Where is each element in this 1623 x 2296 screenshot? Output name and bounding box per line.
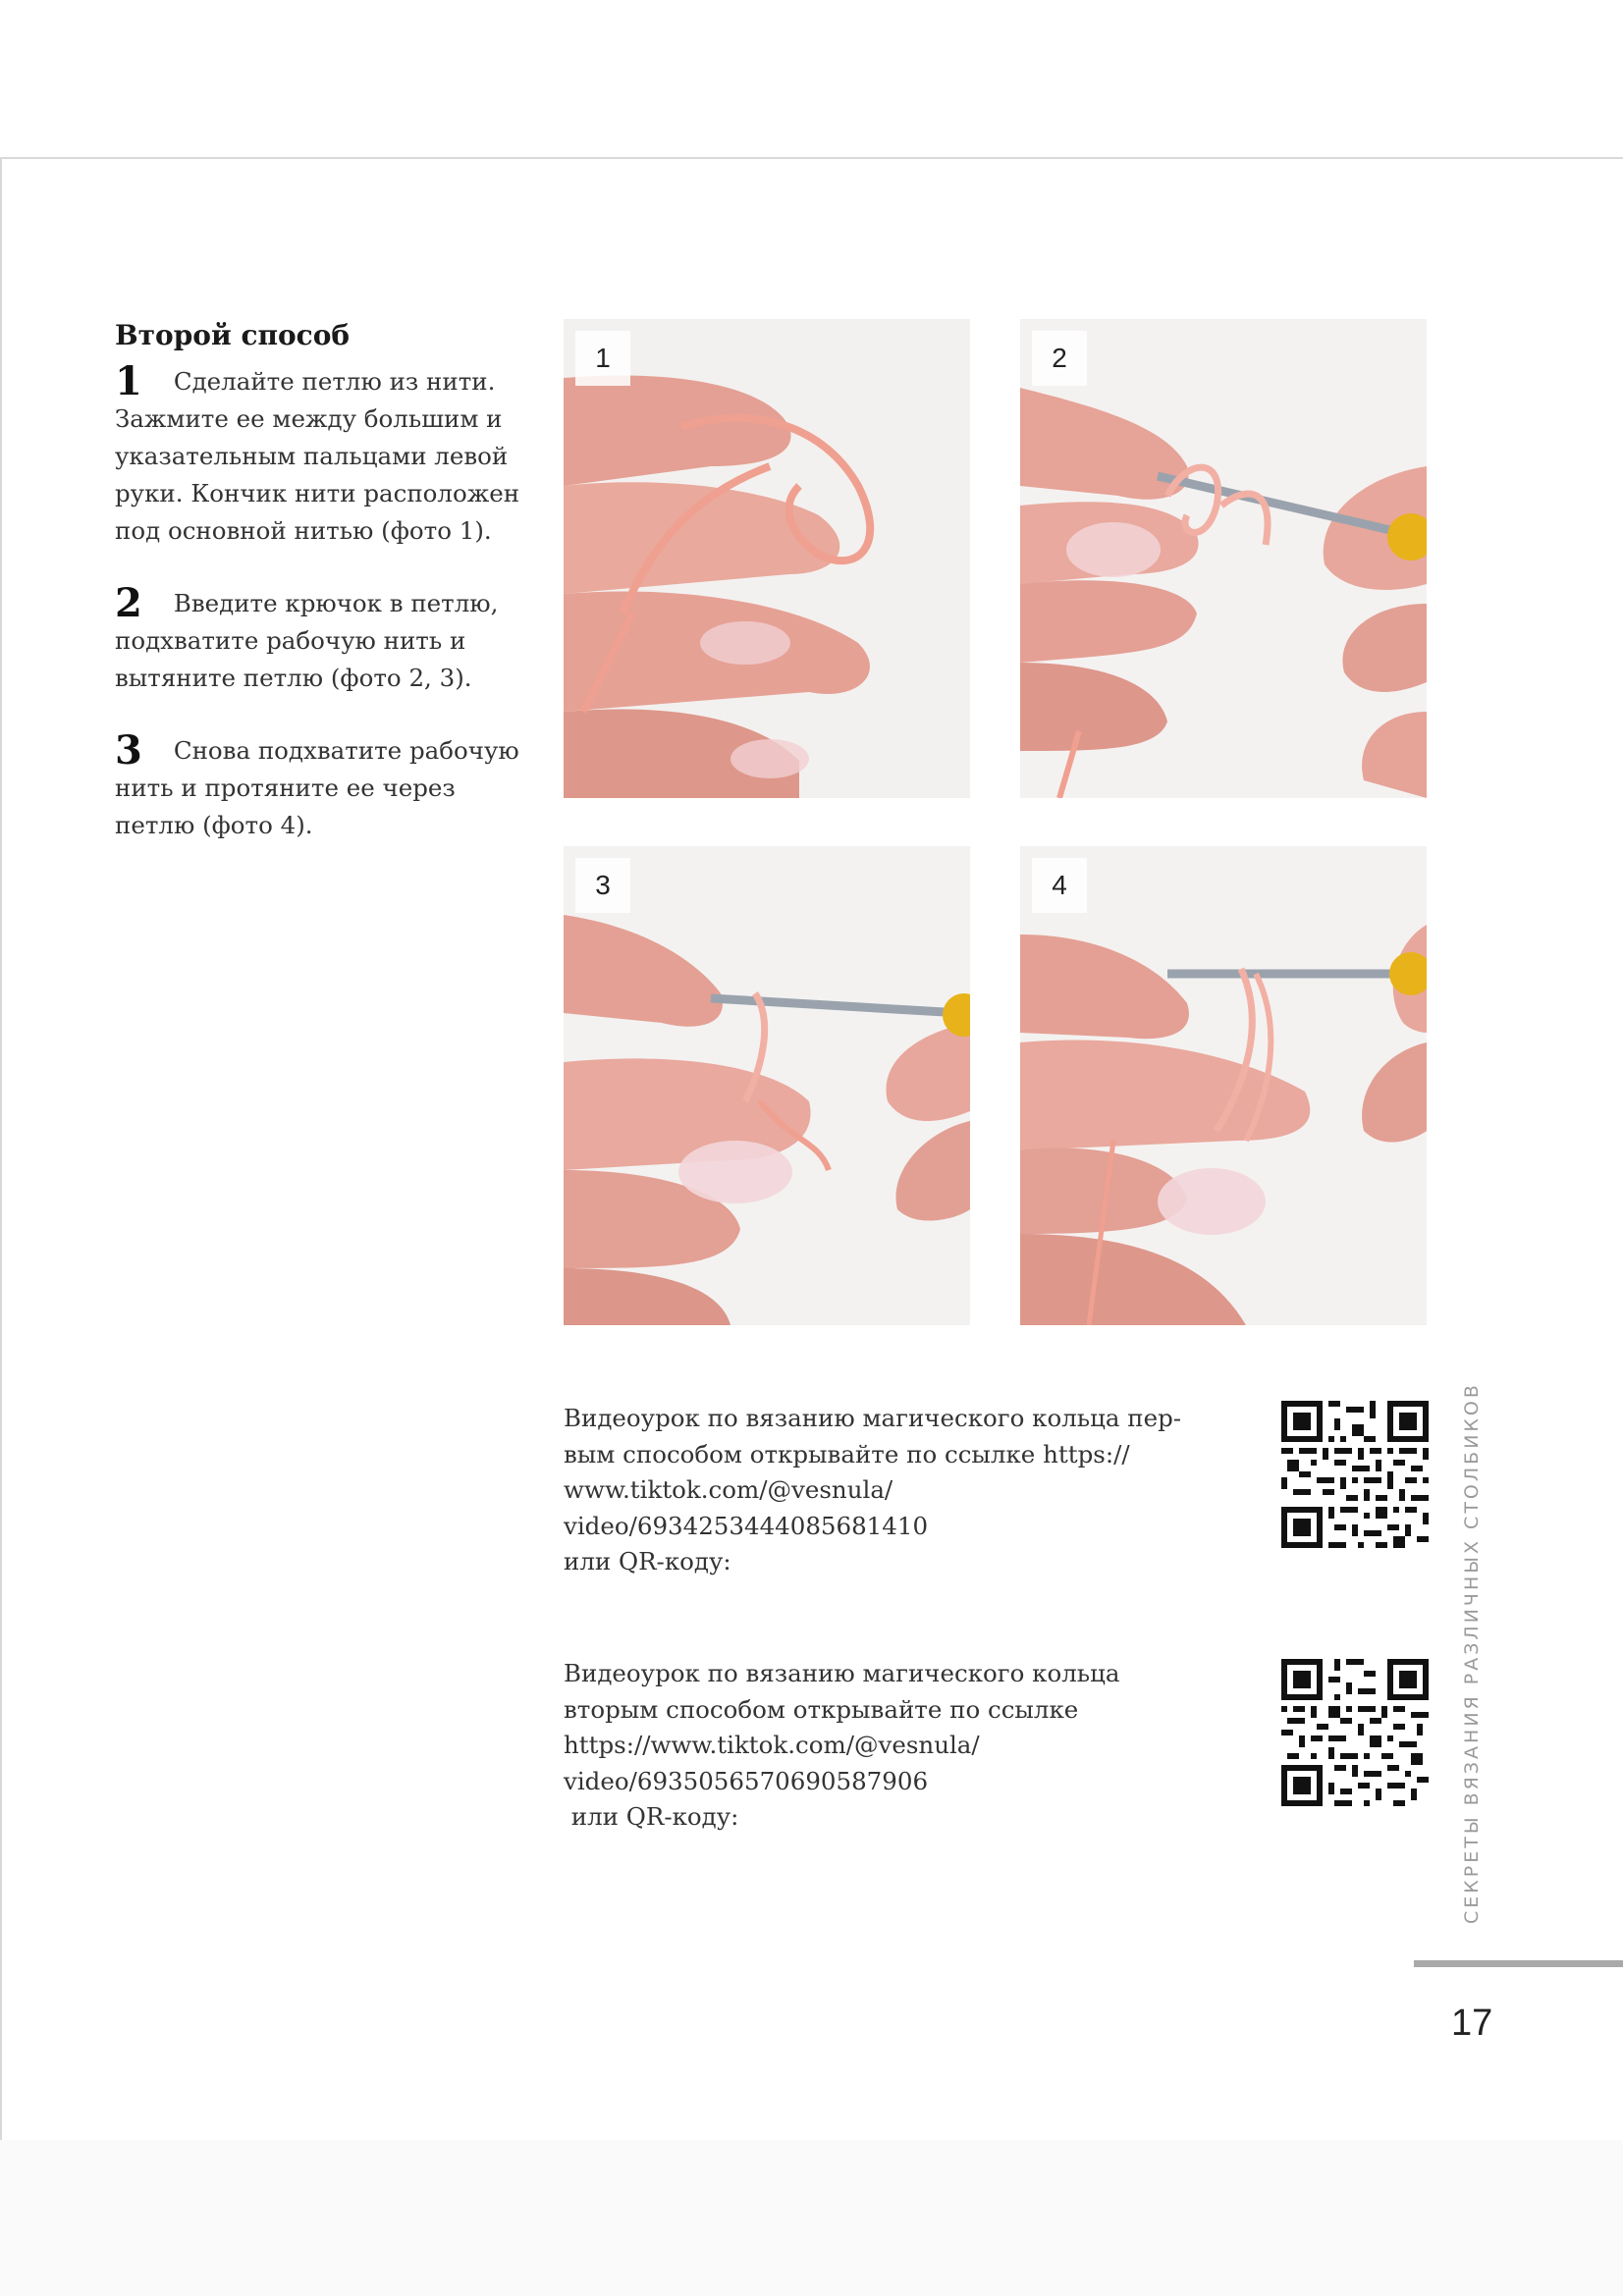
step-3 [115, 727, 527, 844]
qr-code-icon [1281, 1401, 1429, 1548]
page-margin [0, 2140, 1623, 2296]
video-text-line: вторым способом открывайте по ссылке [564, 1694, 1079, 1724]
qr-code-1[interactable] [1281, 1401, 1429, 1548]
step-number: 1 [115, 358, 142, 404]
photo-label: 1 [575, 331, 630, 386]
video-url-line[interactable]: video/6934253444085681410 [564, 1511, 929, 1540]
video-url-line[interactable]: www.tiktok.com/@vesnula/ [564, 1475, 893, 1504]
video-text-line: или QR-коду: [564, 1547, 731, 1575]
section-title: Второй способ [115, 319, 351, 351]
qr-code-icon [1281, 1659, 1429, 1806]
video-text-line: Видеоурок по вязанию магического кольца пер- [564, 1404, 1182, 1432]
step-text: Введите крючок в петлю, подхватите рабочую нить и вытяните петлю (фото 2, 3). [115, 589, 499, 692]
video-url-line[interactable]: https://www.tiktok.com/@vesnula/ [564, 1731, 980, 1759]
step-text: Снова подхватите рабочую нить и протяните ее через петлю (фото 4). [115, 736, 519, 839]
qr-code-2[interactable] [1281, 1659, 1429, 1806]
photo-2 [1020, 319, 1427, 798]
page-number: 17 [1451, 2002, 1493, 2044]
step-number: 3 [115, 727, 142, 774]
video-text-line: Видеоурок по вязанию магического кольца [564, 1659, 1120, 1687]
video-link-1 [564, 1401, 1231, 1580]
instructions-column [115, 319, 527, 880]
pulling-loop-illustration [564, 846, 970, 1325]
video-text-line: вым способом открывайте по ссылке https:// [564, 1439, 1130, 1468]
step-text: Сделайте петлю из нити. Зажмите ее между большим и указательным пальцами левой руки. Кончик нити расположен под основной нитью (фото 1). [115, 367, 520, 545]
video-text-line: или QR-коду: [564, 1802, 739, 1831]
photo-1 [564, 319, 970, 798]
photo-3 [564, 846, 970, 1325]
photo-label: 3 [575, 858, 630, 913]
hook-in-loop-illustration [1020, 319, 1427, 798]
photo-label: 4 [1032, 858, 1087, 913]
step-2 [115, 580, 527, 697]
page-number-rule [1414, 1960, 1623, 1967]
video-url-line[interactable]: video/6935056570690587906 [564, 1766, 929, 1795]
video-link-2 [564, 1656, 1231, 1836]
photo-4 [1020, 846, 1427, 1325]
hand-yarn-loop-illustration [564, 319, 970, 798]
photo-label: 2 [1032, 331, 1087, 386]
yarn-through-loop-illustration [1020, 846, 1427, 1325]
step-number: 2 [115, 580, 142, 626]
section-side-label: СЕКРЕТЫ ВЯЗАНИЯ РАЗЛИЧНЫХ СТОЛБИКОВ [1461, 1382, 1483, 1924]
step-1 [115, 358, 527, 550]
